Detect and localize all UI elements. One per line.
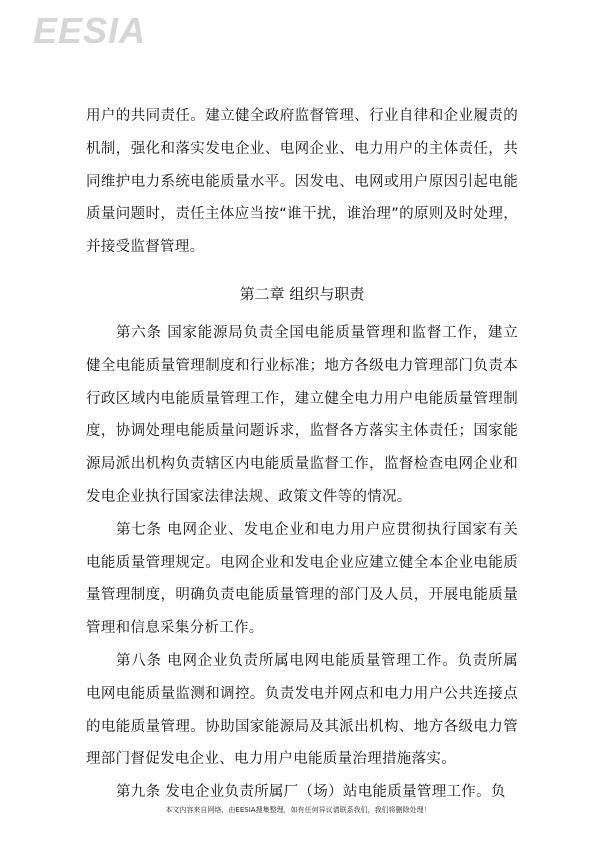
- eesia-logo: EESIA: [33, 10, 147, 51]
- article-7: 第七条 电网企业、发电企业和电力用户应贯彻执行国家有关电能质量管理规定。电网企业和发电企业应建立健全本企业电能质量管理制度，明确负责电能质量管理的部门及人员，开展电能质量管理和信息采集分析工作。: [86, 521, 518, 637]
- article-9: 第九条 发电企业负责所属厂（场）站电能质量管理工作。负: [116, 784, 506, 801]
- chapter-title: 第二章 组织与职责: [239, 284, 365, 303]
- article-8: 第八条 电网企业负责所属电网电能质量管理工作。负责所属电网电能质量监测和调控。负责发电并网点和电力用户公共连接点的电能质量管理。协助国家能源局及其派出机构、地方各级电力管理部门督促发电企业、电力用户电能质量治理措施落实。: [86, 652, 518, 768]
- document-body: [86, 100, 518, 809]
- footer-disclaimer: 本文内容来自网络，由EESIA搜集整理，如有任何异议请联系我们，我们将删除处理！: [165, 806, 431, 814]
- paragraph-continuation: 用户的共同责任。建立健全政府监督管理、行业自律和企业履责的机制，强化和落实发电企业、电网企业、电力用户的主体责任，共同维护电力系统电能质量水平。因发电、电网或用户原因引起电能质量问题时，责任主体应当按“谁干扰，谁治理”的原则及时处理，并接受监督管理。: [86, 108, 518, 256]
- article-6: 第六条 国家能源局负责全国电能质量管理和监督工作，建立健全电能质量管理制度和行业标准；地方各级电力管理部门负责本行政区域内电能质量管理工作，建立健全电力用户电能质量管理制度，协调处理电能质量问题诉求，监督各方落实主体责任；国家能源局派出机构负责辖区内电能质量监督工作，监督检查电网企业和发电企业执行国家法律法规、政策文件等的情况。: [86, 324, 518, 505]
